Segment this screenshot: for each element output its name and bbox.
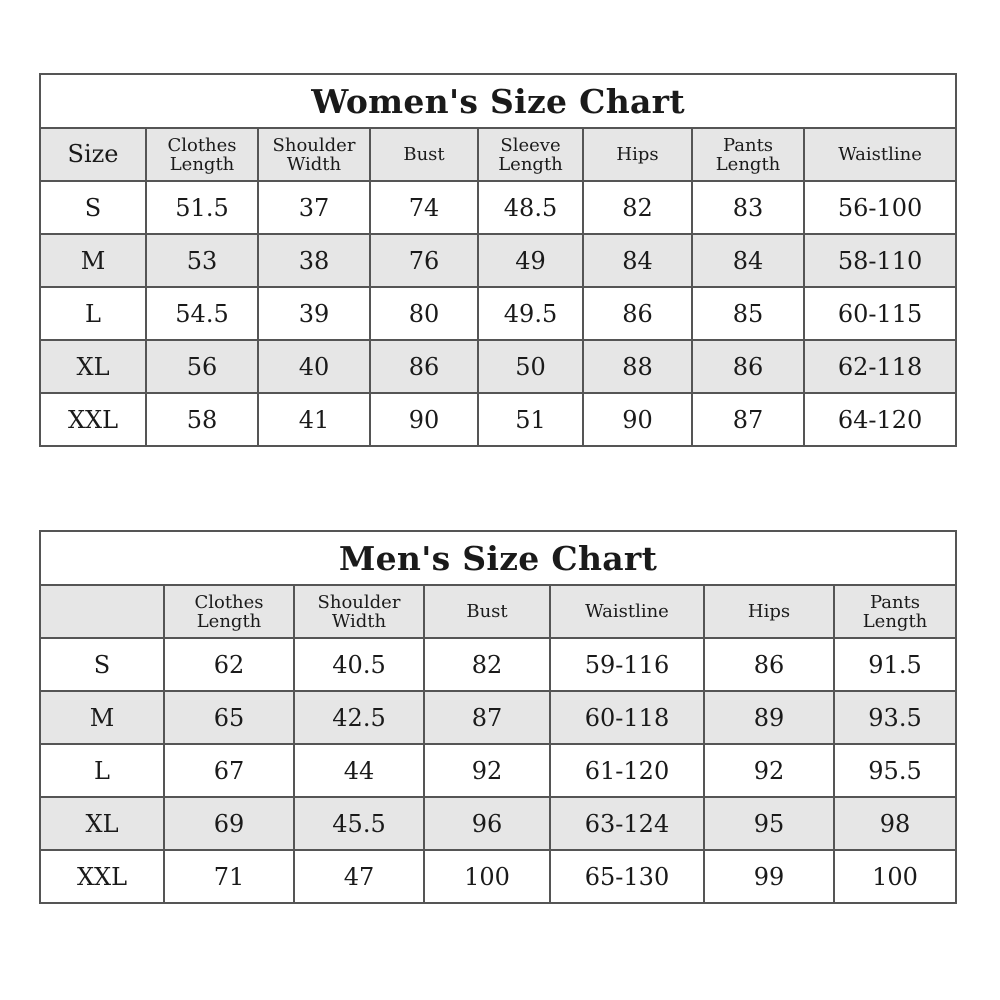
men-header-label: Clothes	[194, 591, 264, 613]
women-header-label: Length	[498, 153, 563, 175]
men-header-waistline	[550, 585, 704, 638]
women-header-pants-length	[692, 128, 804, 181]
men-size-chart	[39, 530, 957, 904]
women-header-label: Bust	[403, 144, 445, 165]
table-row	[40, 850, 956, 903]
measurement-cell: 58-110	[804, 234, 956, 287]
measurement-cell: 86	[704, 638, 834, 691]
women-header-label: Pants	[722, 134, 774, 156]
women-header-label: Size	[67, 140, 119, 168]
men-header-label: Length	[196, 610, 262, 632]
women-header-label: Sleeve	[500, 134, 561, 156]
measurement-cell: 98	[834, 797, 956, 850]
measurement-cell: 100	[834, 850, 956, 903]
women-header-label: Shoulder	[272, 134, 356, 156]
size-label-cell: L	[40, 744, 164, 797]
women-header-label: Hips	[616, 144, 659, 165]
measurement-cell: 88	[583, 340, 692, 393]
table-row	[40, 340, 956, 393]
measurement-cell: 67	[164, 744, 294, 797]
measurement-cell: 62	[164, 638, 294, 691]
table-row	[40, 393, 956, 446]
women-header-shoulder-width	[258, 128, 370, 181]
men-header-label: Shoulder	[317, 591, 401, 613]
measurement-cell: 40	[258, 340, 370, 393]
measurement-cell: 71	[164, 850, 294, 903]
men-header-shoulder-width	[294, 585, 424, 638]
measurement-cell: 49	[478, 234, 583, 287]
table-row	[40, 744, 956, 797]
measurement-cell: 56-100	[804, 181, 956, 234]
men-header-size-blank	[40, 585, 164, 638]
measurement-cell: 51	[478, 393, 583, 446]
measurement-cell: 90	[583, 393, 692, 446]
measurement-cell: 41	[258, 393, 370, 446]
men-header-label: Width	[331, 610, 387, 632]
women-header-label: Clothes	[167, 134, 237, 156]
measurement-cell: 86	[583, 287, 692, 340]
measurement-cell: 83	[692, 181, 804, 234]
size-label-cell: XXL	[40, 393, 146, 446]
men-table-body	[40, 638, 956, 903]
measurement-cell: 96	[424, 797, 550, 850]
women-header-hips	[583, 128, 692, 181]
measurement-cell: 63-124	[550, 797, 704, 850]
women-header-label: Waistline	[838, 144, 922, 165]
table-row	[40, 287, 956, 340]
women-header-size	[40, 128, 146, 181]
size-label-cell: XXL	[40, 850, 164, 903]
measurement-cell: 92	[704, 744, 834, 797]
measurement-cell: 76	[370, 234, 478, 287]
women-header-label: Length	[169, 153, 235, 175]
measurement-cell: 60-115	[804, 287, 956, 340]
women-table-body	[40, 181, 956, 446]
women-header-label: Length	[715, 153, 781, 175]
table-row	[40, 797, 956, 850]
measurement-cell: 47	[294, 850, 424, 903]
measurement-cell: 85	[692, 287, 804, 340]
measurement-cell: 64-120	[804, 393, 956, 446]
measurement-cell: 80	[370, 287, 478, 340]
women-chart-title: Women's Size Chart	[40, 74, 956, 128]
measurement-cell: 65-130	[550, 850, 704, 903]
measurement-cell: 59-116	[550, 638, 704, 691]
women-header-waistline	[804, 128, 956, 181]
measurement-cell: 50	[478, 340, 583, 393]
measurement-cell: 93.5	[834, 691, 956, 744]
measurement-cell: 48.5	[478, 181, 583, 234]
measurement-cell: 49.5	[478, 287, 583, 340]
men-header-bust	[424, 585, 550, 638]
measurement-cell: 84	[692, 234, 804, 287]
men-header-label: Pants	[869, 591, 921, 613]
measurement-cell: 82	[583, 181, 692, 234]
women-size-chart	[39, 73, 957, 447]
women-header-sleeve-length	[478, 128, 583, 181]
measurement-cell: 53	[146, 234, 258, 287]
men-header-clothes-length	[164, 585, 294, 638]
measurement-cell: 74	[370, 181, 478, 234]
measurement-cell: 42.5	[294, 691, 424, 744]
table-row	[40, 234, 956, 287]
size-label-cell: L	[40, 287, 146, 340]
measurement-cell: 61-120	[550, 744, 704, 797]
measurement-cell: 100	[424, 850, 550, 903]
measurement-cell: 37	[258, 181, 370, 234]
measurement-cell: 40.5	[294, 638, 424, 691]
measurement-cell: 84	[583, 234, 692, 287]
men-header-label: Hips	[747, 601, 791, 622]
measurement-cell: 44	[294, 744, 424, 797]
men-header-label: Length	[862, 610, 928, 632]
measurement-cell: 86	[370, 340, 478, 393]
table-row	[40, 638, 956, 691]
measurement-cell: 95	[704, 797, 834, 850]
size-label-cell: M	[40, 234, 146, 287]
measurement-cell: 62-118	[804, 340, 956, 393]
table-row	[40, 181, 956, 234]
size-label-cell: XL	[40, 797, 164, 850]
size-label-cell: S	[40, 181, 146, 234]
measurement-cell: 38	[258, 234, 370, 287]
women-header-clothes-length	[146, 128, 258, 181]
measurement-cell: 90	[370, 393, 478, 446]
measurement-cell: 82	[424, 638, 550, 691]
measurement-cell: 54.5	[146, 287, 258, 340]
measurement-cell: 39	[258, 287, 370, 340]
men-header-pants-length	[834, 585, 956, 638]
measurement-cell: 92	[424, 744, 550, 797]
men-header-label: Waistline	[585, 601, 669, 622]
table-row	[40, 691, 956, 744]
measurement-cell: 89	[704, 691, 834, 744]
women-header-label: Width	[286, 153, 342, 175]
measurement-cell: 87	[692, 393, 804, 446]
men-chart-title: Men's Size Chart	[40, 531, 956, 585]
measurement-cell: 69	[164, 797, 294, 850]
measurement-cell: 86	[692, 340, 804, 393]
measurement-cell: 60-118	[550, 691, 704, 744]
women-header-bust	[370, 128, 478, 181]
measurement-cell: 45.5	[294, 797, 424, 850]
measurement-cell: 58	[146, 393, 258, 446]
measurement-cell: 56	[146, 340, 258, 393]
measurement-cell: 87	[424, 691, 550, 744]
measurement-cell: 99	[704, 850, 834, 903]
size-label-cell: S	[40, 638, 164, 691]
measurement-cell: 95.5	[834, 744, 956, 797]
measurement-cell: 51.5	[146, 181, 258, 234]
size-label-cell: XL	[40, 340, 146, 393]
men-header-label: Bust	[466, 601, 508, 622]
size-label-cell: M	[40, 691, 164, 744]
men-header-hips	[704, 585, 834, 638]
measurement-cell: 91.5	[834, 638, 956, 691]
measurement-cell: 65	[164, 691, 294, 744]
